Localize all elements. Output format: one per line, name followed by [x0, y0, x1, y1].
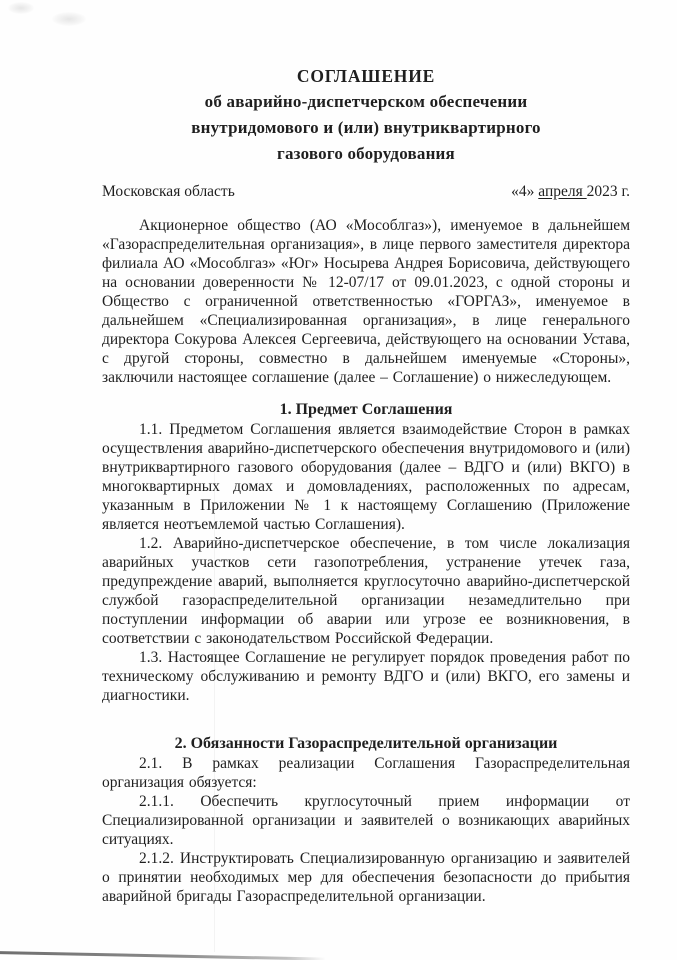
paragraph-2-1: 2.1. В рамках реализации Соглашения Газораспределительная организация обязуется:	[102, 755, 630, 791]
preamble-paragraph: Акционерное общество (АО «Мособлгаз»), именуемое в дальнейшем «Газораспределительная организация», в лице первого заместителя директора филиала АО «Мособлгаз» «Юг» Носырева Андрея Борисовича, действующего на основании доверенности № 12-07/17 от 09.01.2023, с одной стороны и Общество с ограниченной ответственностью «ГОРГАЗ», именуемое в дальнейшем «Специализированная организация», в лице генерального директора Сокурова Алексея Сергеевича, действующего на основании Устава, с другой стороны, совместно в дальнейшем именуемые «Стороны», заключили настоящее соглашение (далее – Соглашение) о нижеследующем.	[102, 217, 630, 386]
paragraph-1-1: 1.1. Предметом Соглашения является взаимодействие Сторон в рамках осуществления аварийно-диспетчерского обеспечения внутридомового и (или) внутриквартирного газового оборудования (далее – ВДГО и (или) ВКГО) в многоквартирных домах и домовладениях, расположенных по адресам, указанным в Приложении № 1 к настоящему Соглашению (Приложение является неотъемлемой частью Соглашения).	[102, 421, 630, 533]
paragraph-1-3: 1.3. Настоящее Соглашение не регулирует порядок проведения работ по техническому обслуживанию и ремонту ВДГО и (или) ВКГО, его замены и диагностики.	[102, 649, 630, 704]
paragraph-2-1-1: 2.1.1. Обеспечить круглосуточный прием информации от Специализированной организации и заявителей о возникающих аварийных ситуациях.	[102, 793, 630, 848]
section-1-heading: 1. Предмет Соглашения	[279, 401, 453, 418]
place-date-row	[102, 182, 630, 202]
place-label: Московская область	[102, 183, 235, 200]
title-line-1: СОГЛАШЕНИЕ	[296, 66, 436, 86]
date-label	[511, 182, 630, 202]
scan-smudge-artifact	[52, 12, 86, 26]
title-line-2: об аварийно-диспетчерском обеспечении	[204, 92, 528, 111]
section-2-heading: 2. Обязанности Газораспределительной организации	[174, 735, 558, 752]
date-day: «4»	[511, 183, 539, 200]
document-title	[102, 63, 630, 167]
scan-line-artifact	[214, 430, 215, 952]
paragraph-2-1-2: 2.1.2. Инструктировать Специализированную организацию и заявителей о принятии необходимых мер для обеспечения безопасности до прибытия аварийной бригады Газораспределительной организации.	[102, 850, 630, 905]
scanned-page-edge	[0, 951, 326, 960]
date-month: апреля	[538, 183, 587, 200]
date-year: 2023 г.	[586, 183, 630, 200]
scan-smudge-artifact	[8, 2, 34, 14]
title-line-4: газового оборудования	[277, 144, 455, 163]
paragraph-1-2: 1.2. Аварийно-диспетчерское обеспечение, в том числе локализация аварийных участков сети газопотребления, устранение утечек газа, предупреждение аварий, выполняется круглосуточно аварийно-диспетчерской службой газораспределительной организации незамедлительно при поступлении информации об аварии или угрозе ее возникновения, в соответствии с законодательством Российской Федерации.	[102, 535, 630, 647]
title-line-3: внутридомового и (или) внутриквартирного	[191, 118, 541, 137]
